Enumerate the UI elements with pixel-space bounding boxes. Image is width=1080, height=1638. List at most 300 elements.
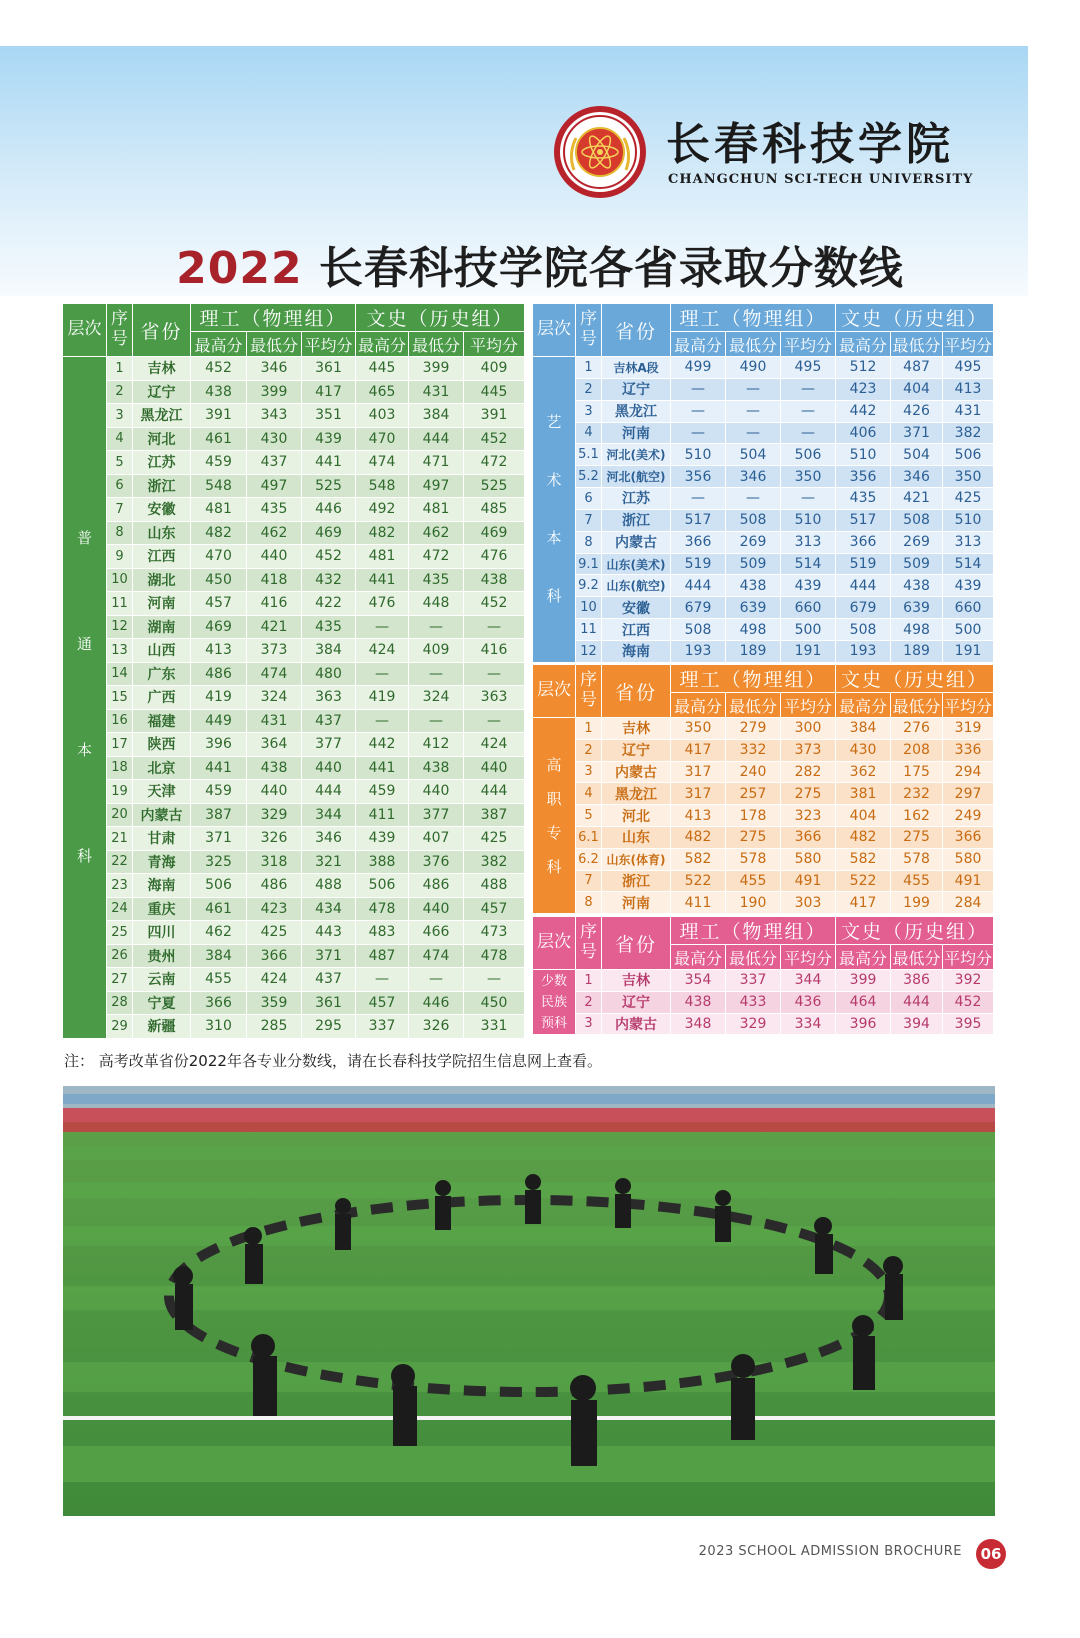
arts-min-cell: 455	[891, 870, 943, 892]
table-row	[63, 592, 525, 616]
sci-max-cell: 411	[671, 892, 726, 914]
header-min: 最低分	[726, 332, 781, 357]
sci-max-cell: 413	[191, 639, 247, 663]
province-cell: 山东(航空)	[602, 575, 671, 597]
arts-max-cell: 442	[356, 733, 409, 757]
header-arts: 文史（历史组）	[356, 304, 525, 332]
arts-min-cell: 472	[409, 545, 464, 569]
arts-min-cell: 497	[409, 474, 464, 498]
arts-min-cell: 431	[409, 380, 464, 404]
sci-min-cell: 364	[247, 733, 302, 757]
seq-cell: 8	[576, 531, 602, 553]
arts-min-cell: 444	[409, 427, 464, 451]
arts-avg-cell: 382	[943, 422, 994, 444]
arts-max-cell: 399	[836, 970, 891, 992]
sci-max-cell: 459	[191, 780, 247, 804]
arts-max-cell: 396	[836, 1013, 891, 1035]
level-label-char: 科	[76, 847, 92, 866]
header-level: 层次	[533, 304, 576, 357]
level-label-line: 民族	[540, 994, 567, 1010]
province-cell: 海南	[602, 640, 671, 662]
arts-avg-cell: 472	[464, 451, 525, 475]
sci-min-cell: 275	[726, 826, 781, 848]
arts-max-cell: 517	[836, 509, 891, 531]
arts-avg-cell: 506	[943, 444, 994, 466]
sci-min-cell: 424	[247, 968, 302, 992]
arts-min-cell: 394	[891, 1013, 943, 1035]
arts-min-cell: 466	[409, 921, 464, 945]
sci-avg-cell: —	[781, 400, 836, 422]
arts-min-cell: 486	[409, 874, 464, 898]
arts-min-cell: 199	[891, 892, 943, 914]
sci-max-cell: 519	[671, 553, 726, 575]
sci-min-cell: 373	[247, 639, 302, 663]
seq-cell: 6	[576, 488, 602, 510]
sci-max-cell: 481	[191, 498, 247, 522]
table-row	[63, 639, 525, 663]
arts-avg-cell: 313	[943, 531, 994, 553]
sci-avg-cell: 323	[781, 805, 836, 827]
level-label	[63, 357, 107, 1039]
province-cell: 山东(美术)	[602, 553, 671, 575]
sci-avg-cell: 436	[781, 991, 836, 1013]
arts-max-cell: 404	[836, 805, 891, 827]
sci-max-cell: 506	[191, 874, 247, 898]
header-max: 最高分	[671, 332, 726, 357]
arts-min-cell: 440	[409, 897, 464, 921]
sci-max-cell: 317	[671, 761, 726, 783]
arts-min-cell: 386	[891, 970, 943, 992]
sci-min-cell: 431	[247, 709, 302, 733]
header-row	[533, 665, 994, 693]
sci-max-cell: 482	[191, 521, 247, 545]
arts-max-cell: 441	[356, 756, 409, 780]
table-row	[63, 380, 525, 404]
header-min: 最低分	[891, 693, 943, 718]
seq-cell: 4	[107, 427, 133, 451]
table-row	[63, 474, 525, 498]
arts-avg-cell: 514	[943, 553, 994, 575]
level-label	[533, 718, 576, 914]
arts-avg-cell: 392	[943, 970, 994, 992]
title-year: 2022	[176, 243, 303, 294]
arts-avg-cell: 431	[943, 400, 994, 422]
sci-max-cell: 438	[671, 991, 726, 1013]
seq-cell: 9	[107, 545, 133, 569]
arts-avg-cell: 424	[464, 733, 525, 757]
header-science: 理工（物理组）	[191, 304, 356, 332]
table-row	[533, 892, 994, 914]
sci-avg-cell: 434	[302, 897, 356, 921]
arts-min-cell: 404	[891, 378, 943, 400]
arts-max-cell: 548	[356, 474, 409, 498]
level-label-char: 职	[546, 789, 562, 808]
arts-avg-cell: 491	[943, 870, 994, 892]
arts-min-cell: —	[409, 615, 464, 639]
footer-caption: 2023 SCHOOL ADMISSION BROCHURE	[698, 1544, 962, 1559]
table-row	[533, 466, 994, 488]
province-cell: 河南	[602, 422, 671, 444]
province-cell: 广西	[133, 686, 191, 710]
university-logo	[552, 104, 972, 200]
sci-max-cell: 450	[191, 568, 247, 592]
arts-max-cell: 510	[836, 444, 891, 466]
sci-min-cell: 190	[726, 892, 781, 914]
province-cell: 河北	[602, 805, 671, 827]
arts-min-cell: 508	[891, 509, 943, 531]
province-cell: 河北(航空)	[602, 466, 671, 488]
sci-min-cell: 359	[247, 991, 302, 1015]
arts-min-cell: 377	[409, 803, 464, 827]
arts-max-cell: 424	[356, 639, 409, 663]
sci-max-cell: 325	[191, 850, 247, 874]
arts-avg-cell: 525	[464, 474, 525, 498]
table-row	[63, 451, 525, 475]
header-row	[533, 304, 994, 332]
arts-max-cell: 445	[356, 357, 409, 381]
table-row	[533, 805, 994, 827]
sci-min-cell: 438	[726, 575, 781, 597]
level-label-line: 少数	[540, 973, 567, 989]
arts-min-cell: 504	[891, 444, 943, 466]
seq-cell: 9.1	[576, 553, 602, 575]
arts-max-cell: 193	[836, 640, 891, 662]
level-label-char: 本	[76, 741, 92, 760]
sci-min-cell: 438	[247, 756, 302, 780]
sci-min-cell: 329	[726, 1013, 781, 1035]
seq-cell: 1	[576, 970, 602, 992]
arts-max-cell: 411	[356, 803, 409, 827]
table-row	[533, 575, 994, 597]
sci-max-cell: 366	[191, 991, 247, 1015]
seq-cell: 15	[107, 686, 133, 710]
sci-min-cell: 486	[247, 874, 302, 898]
header-province: 省份	[602, 304, 671, 357]
header-min: 最低分	[726, 945, 781, 970]
table-row	[63, 615, 525, 639]
seq-cell: 29	[107, 1015, 133, 1039]
arts-max-cell: —	[356, 968, 409, 992]
level-label-char: 通	[76, 635, 92, 654]
sci-avg-cell: 446	[302, 498, 356, 522]
sci-min-cell: 490	[726, 357, 781, 379]
arts-max-cell: 356	[836, 466, 891, 488]
arts-avg-cell: 510	[943, 509, 994, 531]
sci-max-cell: 461	[191, 897, 247, 921]
level-label	[533, 970, 576, 1035]
arts-min-cell: 346	[891, 466, 943, 488]
table-row	[63, 709, 525, 733]
province-cell: 陕西	[133, 733, 191, 757]
seq-cell: 6	[107, 474, 133, 498]
header-max: 最高分	[836, 332, 891, 357]
sci-avg-cell: 384	[302, 639, 356, 663]
arts-max-cell: 362	[836, 761, 891, 783]
sci-min-cell: —	[726, 422, 781, 444]
province-cell: 天津	[133, 780, 191, 804]
sci-max-cell: 449	[191, 709, 247, 733]
province-cell: 河北(美术)	[602, 444, 671, 466]
arts-avg-cell: 294	[943, 761, 994, 783]
header-row	[63, 304, 525, 332]
seq-cell: 7	[107, 498, 133, 522]
sci-max-cell: 508	[671, 619, 726, 641]
sci-avg-cell: 580	[781, 848, 836, 870]
header-min: 最低分	[891, 945, 943, 970]
arts-avg-cell: 350	[943, 466, 994, 488]
sci-avg-cell: 191	[781, 640, 836, 662]
header-arts: 文史（历史组）	[836, 304, 994, 332]
arts-avg-cell: 469	[464, 521, 525, 545]
arts-avg-cell: 366	[943, 826, 994, 848]
sci-min-cell: 416	[247, 592, 302, 616]
table-row	[533, 848, 994, 870]
table-row	[533, 531, 994, 553]
arts-avg-cell: 485	[464, 498, 525, 522]
arts-avg-cell: 452	[943, 991, 994, 1013]
sci-max-cell: 371	[191, 827, 247, 851]
arts-min-cell: 208	[891, 739, 943, 761]
arts-avg-cell: 297	[943, 783, 994, 805]
sci-avg-cell: 303	[781, 892, 836, 914]
level-label-char: 专	[546, 823, 562, 842]
arts-avg-cell: 249	[943, 805, 994, 827]
province-cell: 浙江	[602, 509, 671, 531]
table-row	[63, 1015, 525, 1039]
sci-min-cell: 498	[726, 619, 781, 641]
sci-avg-cell: 432	[302, 568, 356, 592]
header-province: 省份	[602, 917, 671, 970]
sci-avg-cell: 350	[781, 466, 836, 488]
arts-max-cell: 430	[836, 739, 891, 761]
sci-max-cell: 457	[191, 592, 247, 616]
sci-max-cell: 510	[671, 444, 726, 466]
header-seq: 序号	[107, 304, 133, 357]
table-row	[63, 803, 525, 827]
university-seal-icon	[552, 104, 648, 200]
table-row	[63, 756, 525, 780]
province-cell: 黑龙江	[602, 400, 671, 422]
sci-avg-cell: 452	[302, 545, 356, 569]
sci-avg-cell: 313	[781, 531, 836, 553]
seq-cell: 11	[576, 619, 602, 641]
province-cell: 内蒙古	[133, 803, 191, 827]
arts-avg-cell: 457	[464, 897, 525, 921]
sci-min-cell: 437	[247, 451, 302, 475]
arts-max-cell: 522	[836, 870, 891, 892]
arts-avg-cell: 488	[464, 874, 525, 898]
table-row	[63, 944, 525, 968]
header-avg: 平均分	[464, 332, 525, 357]
seq-cell: 5	[107, 451, 133, 475]
province-cell: 河北	[133, 427, 191, 451]
header-max: 最高分	[671, 693, 726, 718]
sci-max-cell: 441	[191, 756, 247, 780]
arts-max-cell: 403	[356, 404, 409, 428]
arts-avg-cell: 284	[943, 892, 994, 914]
arts-max-cell: 337	[356, 1015, 409, 1039]
sci-avg-cell: 275	[781, 783, 836, 805]
sci-max-cell: 522	[671, 870, 726, 892]
arts-min-cell: 232	[891, 783, 943, 805]
seq-cell: 28	[107, 991, 133, 1015]
sci-min-cell: 399	[247, 380, 302, 404]
sci-max-cell: 384	[191, 944, 247, 968]
university-name-cn: 长春科技学院	[666, 119, 954, 170]
table-row	[63, 357, 525, 381]
province-cell: 吉林	[602, 718, 671, 740]
sci-max-cell: 354	[671, 970, 726, 992]
arts-max-cell: 482	[836, 826, 891, 848]
sci-min-cell: 332	[726, 739, 781, 761]
sci-min-cell: 435	[247, 498, 302, 522]
table-row	[533, 991, 994, 1013]
seq-cell: 25	[107, 921, 133, 945]
arts-avg-cell: —	[464, 662, 525, 686]
sci-avg-cell: —	[781, 422, 836, 444]
seq-cell: 14	[107, 662, 133, 686]
regular-table	[62, 303, 525, 1039]
sci-max-cell: 470	[191, 545, 247, 569]
arts-max-cell: 474	[356, 451, 409, 475]
seq-cell: 3	[576, 1013, 602, 1035]
page-title	[0, 232, 1080, 296]
seq-cell: 5	[576, 805, 602, 827]
arts-avg-cell: 416	[464, 639, 525, 663]
arts-max-cell: 435	[836, 488, 891, 510]
province-cell: 江苏	[133, 451, 191, 475]
arts-min-cell: 444	[891, 991, 943, 1013]
table-row	[63, 662, 525, 686]
sci-max-cell: 455	[191, 968, 247, 992]
sci-max-cell: 193	[671, 640, 726, 662]
province-cell: 江西	[133, 545, 191, 569]
arts-avg-cell: 409	[464, 357, 525, 381]
arts-max-cell: 444	[836, 575, 891, 597]
header-max: 最高分	[671, 945, 726, 970]
province-cell: 辽宁	[133, 380, 191, 404]
header-avg: 平均分	[781, 693, 836, 718]
seq-cell: 2	[576, 991, 602, 1013]
table-row	[63, 850, 525, 874]
sci-avg-cell: 660	[781, 597, 836, 619]
header-province: 省份	[133, 304, 191, 357]
level-label-char: 科	[546, 587, 562, 606]
table-row	[533, 509, 994, 531]
seq-cell: 7	[576, 509, 602, 531]
sci-avg-cell: 371	[302, 944, 356, 968]
table-row	[533, 357, 994, 379]
sci-min-cell: 337	[726, 970, 781, 992]
table-row	[533, 488, 994, 510]
sci-max-cell: 413	[671, 805, 726, 827]
sci-avg-cell: —	[781, 378, 836, 400]
university-name-en: CHANGCHUN SCI-TECH UNIVERSITY	[668, 172, 974, 187]
sci-avg-cell: 377	[302, 733, 356, 757]
province-cell: 新疆	[133, 1015, 191, 1039]
sci-avg-cell: 437	[302, 968, 356, 992]
sci-avg-cell: 469	[302, 521, 356, 545]
header-avg: 平均分	[302, 332, 356, 357]
table-row	[63, 498, 525, 522]
table-row	[533, 422, 994, 444]
arts-max-cell: 457	[356, 991, 409, 1015]
province-cell: 贵州	[133, 944, 191, 968]
sci-min-cell: —	[726, 400, 781, 422]
arts-min-cell: 487	[891, 357, 943, 379]
seq-cell: 3	[576, 761, 602, 783]
sci-avg-cell: 361	[302, 357, 356, 381]
table-row	[533, 619, 994, 641]
header-science: 理工（物理组）	[671, 917, 836, 945]
province-cell: 北京	[133, 756, 191, 780]
arts-min-cell: 326	[409, 1015, 464, 1039]
arts-avg-cell: —	[464, 709, 525, 733]
header-min: 最低分	[247, 332, 302, 357]
sci-min-cell: 462	[247, 521, 302, 545]
arts-min-cell: 474	[409, 944, 464, 968]
arts-avg-cell: 476	[464, 545, 525, 569]
province-cell: 江苏	[602, 488, 671, 510]
arts-max-cell: —	[356, 662, 409, 686]
sci-avg-cell: 344	[781, 970, 836, 992]
sci-min-cell: 285	[247, 1015, 302, 1039]
arts-avg-cell: 444	[464, 780, 525, 804]
sci-max-cell: —	[671, 422, 726, 444]
arts-max-cell: 481	[356, 545, 409, 569]
level-label-char: 本	[546, 529, 562, 548]
sci-min-cell: 433	[726, 991, 781, 1013]
arts-max-cell: 441	[356, 568, 409, 592]
province-cell: 吉林A段	[602, 357, 671, 379]
table-row	[63, 780, 525, 804]
arts-max-cell: 419	[356, 686, 409, 710]
province-cell: 山西	[133, 639, 191, 663]
seq-cell: 17	[107, 733, 133, 757]
arts-max-cell: 439	[356, 827, 409, 851]
sci-avg-cell: 441	[302, 451, 356, 475]
province-cell: 福建	[133, 709, 191, 733]
arts-min-cell: 578	[891, 848, 943, 870]
arts-avg-cell: 439	[943, 575, 994, 597]
arts-min-cell: 269	[891, 531, 943, 553]
province-cell: 黑龙江	[133, 404, 191, 428]
sci-avg-cell: 282	[781, 761, 836, 783]
sci-max-cell: 366	[671, 531, 726, 553]
minority-table	[532, 916, 994, 1035]
seq-cell: 19	[107, 780, 133, 804]
sci-min-cell: 578	[726, 848, 781, 870]
arts-avg-cell: 191	[943, 640, 994, 662]
sci-max-cell: 387	[191, 803, 247, 827]
sci-avg-cell: 439	[302, 427, 356, 451]
table-row	[533, 597, 994, 619]
province-cell: 湖北	[133, 568, 191, 592]
sci-min-cell: 189	[726, 640, 781, 662]
table-row	[63, 521, 525, 545]
table-row	[533, 1013, 994, 1035]
sci-min-cell: 440	[247, 545, 302, 569]
arts-avg-cell: 452	[464, 592, 525, 616]
header-arts: 文史（历史组）	[836, 665, 994, 693]
sci-avg-cell: 514	[781, 553, 836, 575]
arts-min-cell: 440	[409, 780, 464, 804]
province-cell: 宁夏	[133, 991, 191, 1015]
arts-max-cell: 519	[836, 553, 891, 575]
sci-avg-cell: 506	[781, 444, 836, 466]
sci-max-cell: 350	[671, 718, 726, 740]
sci-min-cell: 474	[247, 662, 302, 686]
